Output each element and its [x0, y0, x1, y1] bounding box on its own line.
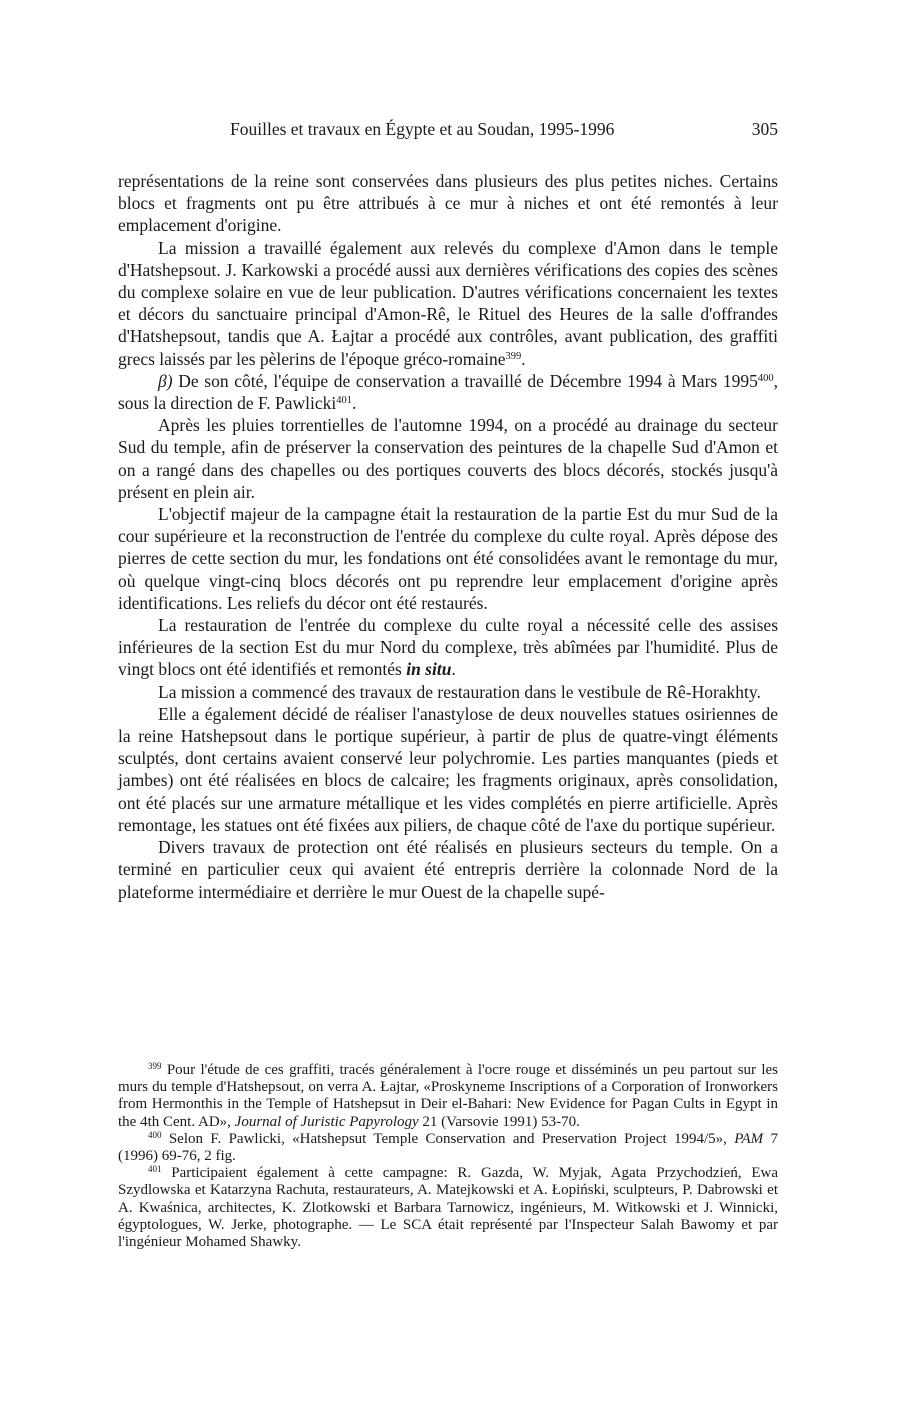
paragraph-text: La restauration de l'entrée du complexe du culte royal a nécessité celle des assises inférieures de la section Est du mur Nord du complexe, très abîmées par l'humidité. Plus de vingt blocs ont été identifiés et remontés: [118, 615, 778, 680]
journal-title: Journal of Juristic Papyrology: [234, 1113, 419, 1130]
paragraph: [118, 503, 778, 614]
footnote-ref-401[interactable]: 401: [336, 395, 353, 407]
running-head-title: Fouilles et travaux en Égypte et au Soudan, 1995-1996: [230, 119, 615, 139]
page-number: 305: [751, 119, 778, 139]
paragraph: [118, 414, 778, 503]
paragraph-text: L'objectif majeur de la campagne était la restauration de la partie Est du mur Sud de la cour supérieure et la reconstruction de l'entrée du complexe du culte royal. Après dépose des pierres de cette section du mur, les fondations ont été consolidées avant le remontage du mur, où quelque vingt-cinq blocs décorés ont pu reprendre leur emplacement d'origine après identifications. Les reliefs du décor ont été restaurés.: [118, 504, 778, 613]
paragraph: [118, 681, 778, 703]
footnote-text: Pour l'étude de ces graffiti, tracés généralement à l'ocre rouge et disséminés un peu partout sur les murs du temple d'Hatshepsout, on verra A. Łajtar, «Proskyneme Inscriptions of a Corporation of Ironworkers from Hermonthis in the Temple of Hatshepsut in Deir el-Bahari: New Evidence for Pagan Cults in Egypt in the 4th Cent. AD»,: [118, 1062, 778, 1130]
paragraph-text: , sous la direction de F. Pawlicki: [118, 370, 778, 414]
journal-title: PAM: [734, 1130, 764, 1147]
footnote-text: Selon F. Pawlicki, «Hatshepsut Temple Conservation and Preservation Project 1994/5»,: [161, 1130, 735, 1147]
paragraph: [118, 370, 778, 414]
footnote-text: Participaient également à cette campagne: R. Gazda, W. Myjak, Agata Przychodzień, Ewa Szydlowska et Katarzyna Rachuta, restaurateurs, A. Matejkowski et A. Łopiński, sculpteurs, P. Dabrowski et A. Kwaśnica, architectes, K. Zlotkowski et Barbara Tarnowicz, ingénieurs, M. Witkowski et J. Winnicki, égyptologues, W. Jerke, photographe. — Le SCA était représenté par l'Inspecteur Salah Bawomy et par l'ingénieur Mohamed Shawky.: [118, 1165, 778, 1251]
paragraph-text: .: [352, 393, 357, 414]
paragraph-text: Après les pluies torrentielles de l'automne 1994, on a procédé au drainage du secteur Sud du temple, afin de préserver la conservation des peintures de la chapelle Sud d'Amon et on a rangé dans des chapelles ou des portiques couverts des blocs décorés, stockés jusqu'à présent en plein air.: [118, 415, 778, 502]
footnote-number: 400: [148, 1129, 162, 1140]
section-marker: β): [158, 370, 173, 391]
paragraph-text: .: [451, 659, 456, 680]
footnote-401: [118, 1165, 778, 1251]
footnote-text: 21 (Varsovie 1991) 53-70.: [418, 1113, 580, 1130]
footnote-399: [118, 1062, 778, 1131]
footnote-text: 7 (1996) 69-76, 2 fig.: [118, 1130, 778, 1165]
italic-phrase: in situ: [406, 659, 452, 680]
footnote-number: 401: [148, 1164, 162, 1175]
footnote-ref-399[interactable]: 399: [505, 350, 522, 362]
paragraph-text: .: [521, 348, 526, 369]
footnote-number: 399: [148, 1061, 162, 1072]
paragraph-text: La mission a commencé des travaux de restauration dans le vestibule de Rê-Horakhty.: [158, 681, 761, 702]
body-text: [118, 170, 778, 903]
footnote-400: [118, 1131, 778, 1165]
footnotes: [118, 1062, 778, 1251]
paragraph-text: représentations de la reine sont conservées dans plusieurs des plus petites niches. Certains blocs et fragments ont pu être attribués à ce mur à niches et ont été remontés à leur emplacement d'origine.: [118, 171, 778, 236]
paragraph: [118, 614, 778, 681]
paragraph: [118, 836, 778, 903]
paragraph-text: Elle a également décidé de réaliser l'anastylose de deux nouvelles statues osiriennes de la reine Hatshepsout dans le portique supérieur, à partir de plus de quatre-vingt éléments sculptés, dont certains avaient conservé leur polychromie. Les parties manquantes (pieds et jambes) ont été réalisées en blocs de calcaire; les fragments originaux, après consolidation, ont été placés sur une armature métallique et les vides complétés en pierre artificielle. Après remontage, les statues ont été fixées aux piliers, de chaque côté de l'axe du portique supérieur.: [118, 703, 778, 835]
paragraph-text: Divers travaux de protection ont été réalisés en plusieurs secteurs du temple. On a terminé en particulier ceux qui avaient été entrepris derrière la colonnade Nord de la plateforme intermédiaire et derrière le mur Ouest de la chapelle supé-: [118, 837, 778, 902]
paragraph: [118, 703, 778, 836]
paragraph: [118, 170, 778, 237]
paragraph: [118, 237, 778, 370]
running-head: [118, 116, 778, 142]
paragraph-text: La mission a travaillé également aux relevés du complexe d'Amon dans le temple d'Hatshepsout. J. Karkowski a procédé aussi aux dernières vérifications des copies des scènes du complexe solaire en vue de leur publication. D'autres vérifications concernaient les textes et décors du sanctuaire principal d'Amon-Rê, le Rituel des Heures de la salle d'offrandes d'Hatshepsout, tandis que A. Łajtar a procédé aux contrôles, avant publication, des graffiti grecs laissés par les pèlerins de l'époque gréco-romaine: [118, 237, 778, 369]
footnote-ref-400[interactable]: 400: [757, 373, 774, 385]
paragraph-text: De son côté, l'équipe de conservation a travaillé de Décembre 1994 à Mars 1995: [172, 370, 758, 391]
